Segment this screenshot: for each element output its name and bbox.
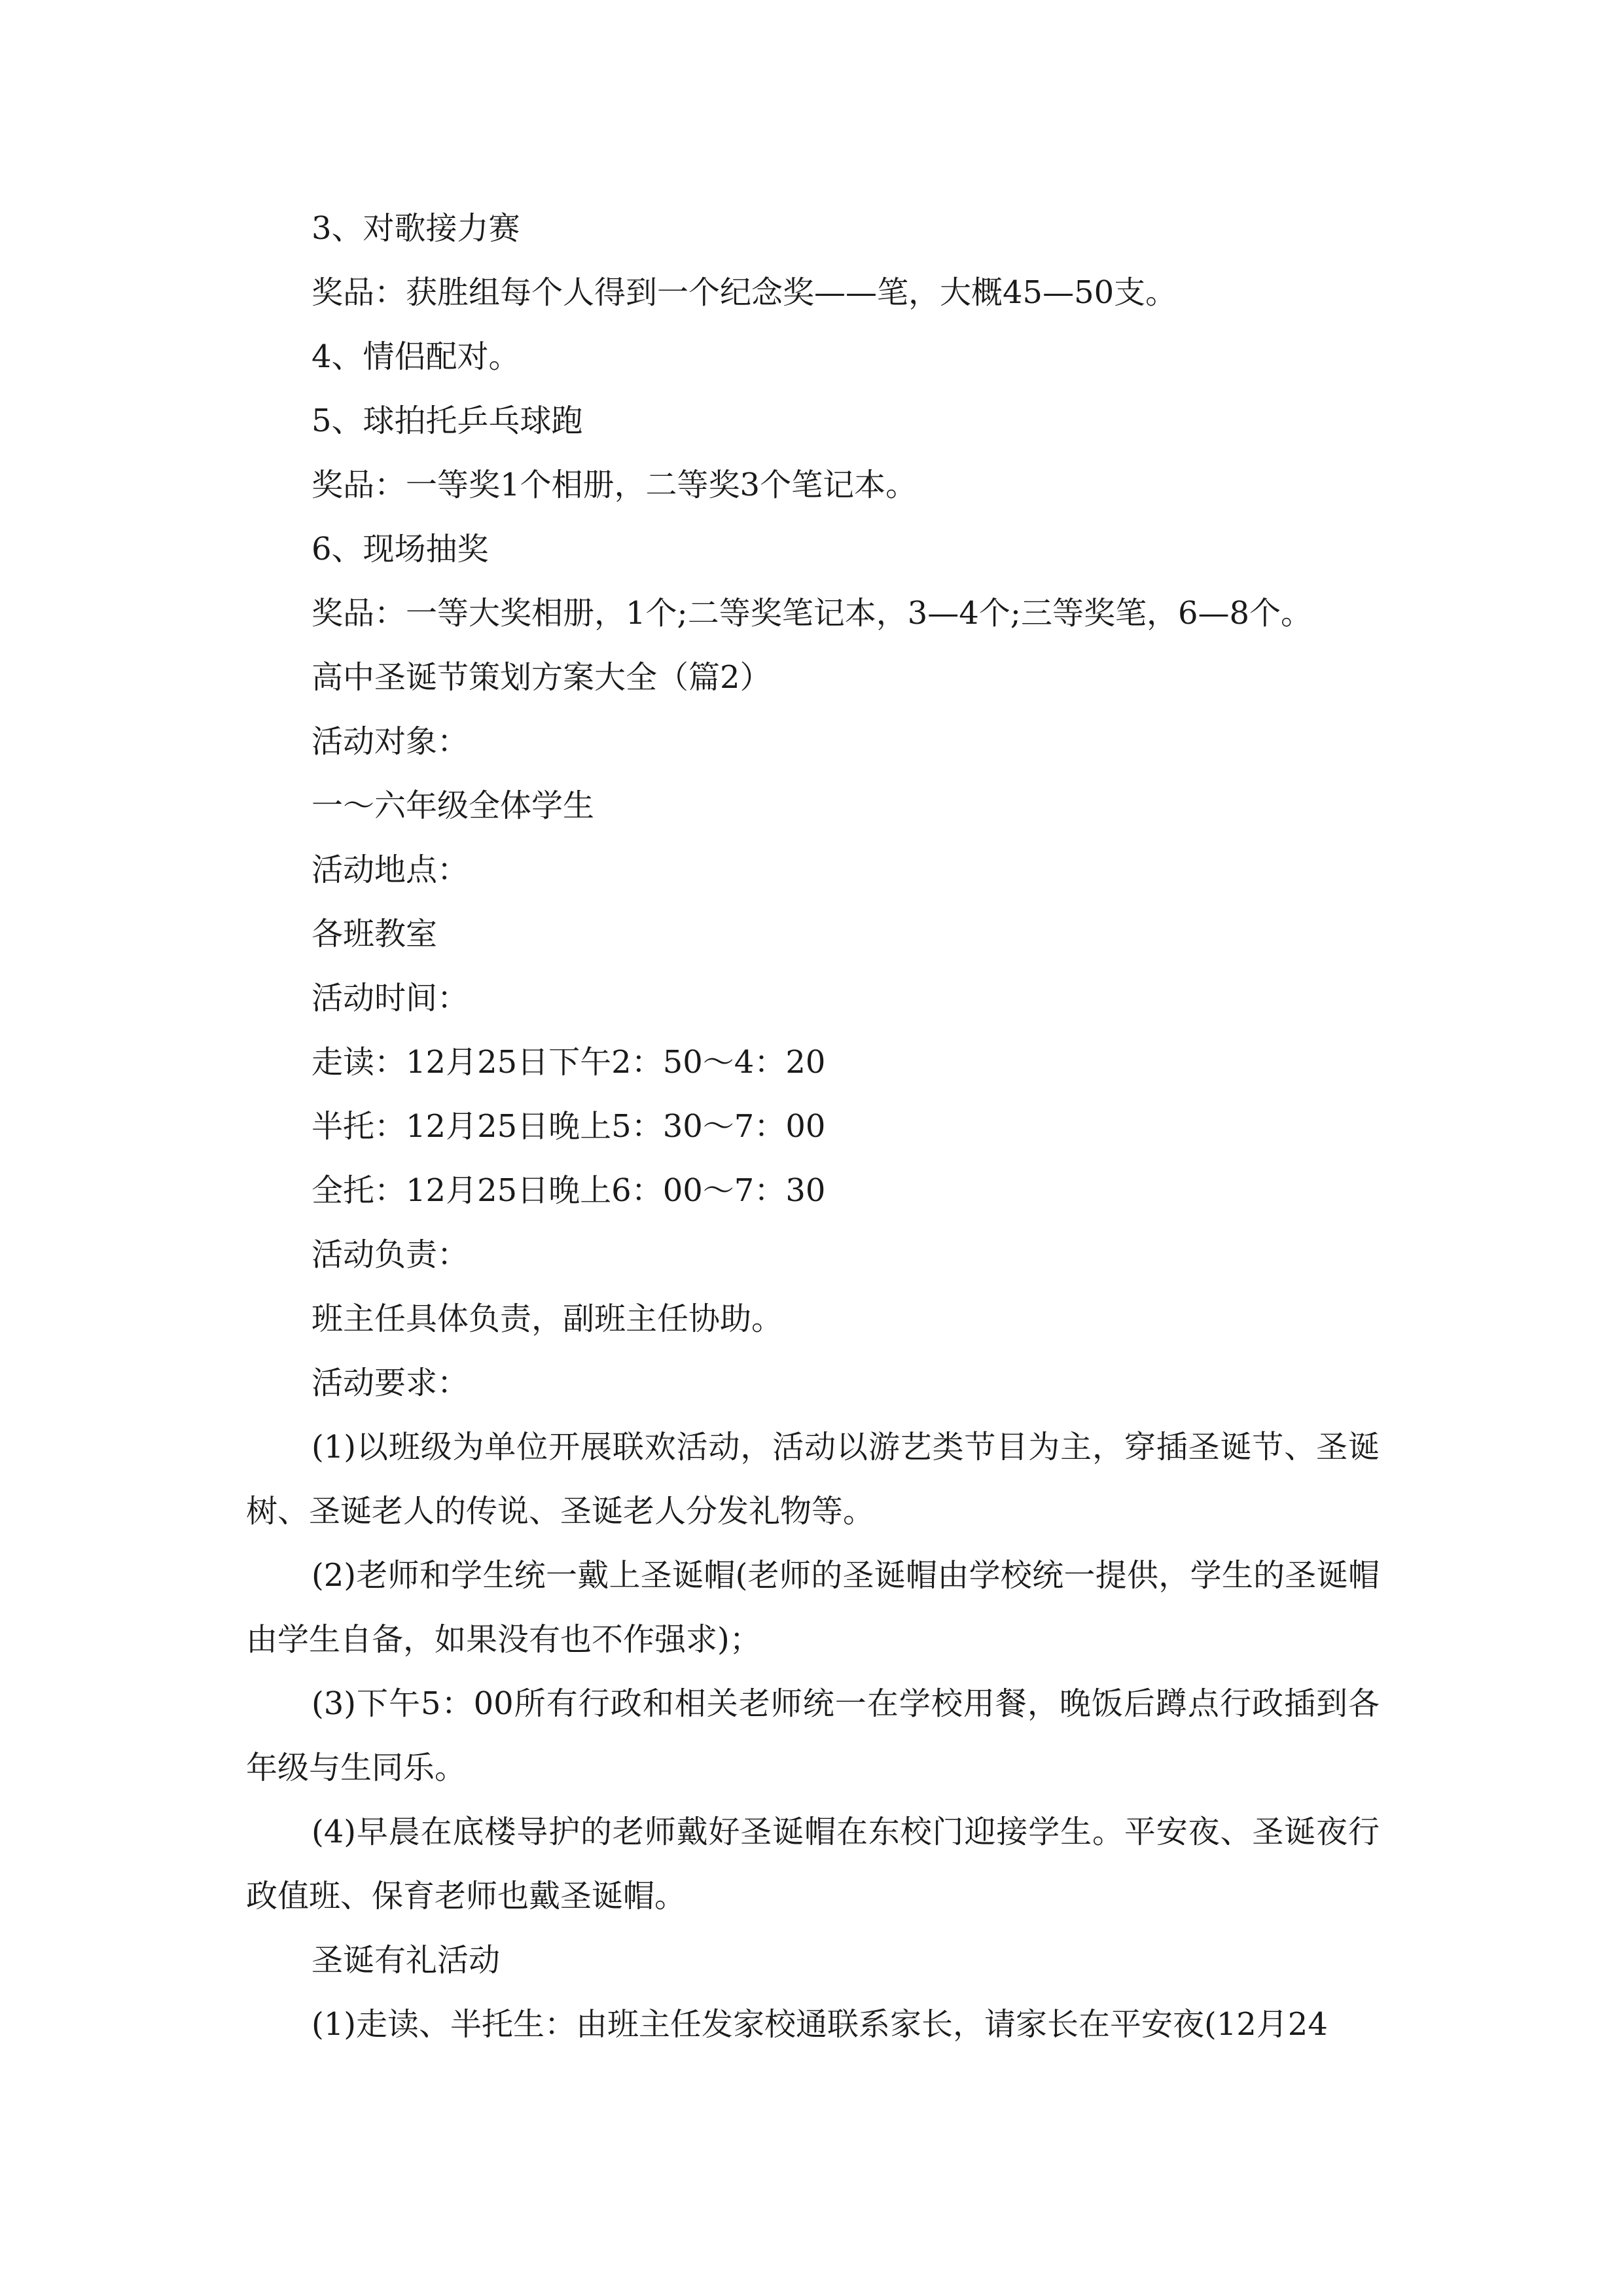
- field-label: 活动要求：: [312, 1365, 469, 1401]
- section-title: 高中圣诞节策划方案大全（篇2）: [312, 659, 772, 696]
- requirement-paragraph: (1)以班级为单位开展联欢活动，活动以游艺类节目为主，穿插圣诞节、圣诞树、圣诞老人的传说、圣诞老人分发礼物等。: [246, 1429, 1380, 1530]
- section-title: 圣诞有礼活动: [312, 1942, 501, 1979]
- field-value: 一～六年级全体学生: [312, 787, 595, 824]
- requirement-paragraph: (4)早晨在底楼导护的老师戴好圣诞帽在东校门迎接学生。平安夜、圣诞夜行政值班、保育老师也戴圣诞帽。: [246, 1814, 1380, 1914]
- requirement-paragraph: (3)下午5：00所有行政和相关老师统一在学校用餐，晚饭后蹲点行政插到各年级与生同乐。: [246, 1685, 1380, 1786]
- item-heading: 5、球拍托乒乓球跑: [312, 403, 583, 439]
- item-heading: 6、现场抽奖: [312, 531, 489, 567]
- field-value: 各班教室: [312, 916, 438, 952]
- schedule-line: 全托：12月25日晚上6：00～7：30: [312, 1172, 826, 1209]
- field-label: 活动对象：: [312, 723, 469, 760]
- item-heading: 4、情侣配对。: [312, 338, 520, 375]
- field-label: 活动时间：: [312, 980, 469, 1016]
- field-value: 班主任具体负责，副班主任协助。: [312, 1300, 783, 1337]
- requirement-paragraph: (2)老师和学生统一戴上圣诞帽(老师的圣诞帽由学校统一提供，学生的圣诞帽由学生自备，如果没有也不作强求)；: [246, 1557, 1380, 1658]
- field-label: 活动负责：: [312, 1236, 469, 1273]
- field-label: 活动地点：: [312, 852, 469, 888]
- item-heading: 3、对歌接力赛: [312, 210, 520, 247]
- prize-line: 奖品：获胜组每个人得到一个纪念奖——笔，大概45—50支。: [312, 274, 1177, 311]
- schedule-line: 走读：12月25日下午2：50～4：20: [312, 1044, 826, 1081]
- schedule-line: 半托：12月25日晚上5：30～7：00: [312, 1108, 826, 1145]
- document-body: [246, 196, 1380, 2056]
- gift-paragraph: (1)走读、半托生：由班主任发家校通联系家长，请家长在平安夜(12月24: [312, 2006, 1328, 2043]
- prize-line: 奖品：一等奖1个相册，二等奖3个笔记本。: [312, 467, 918, 503]
- prize-line: 奖品：一等大奖相册，1个;二等奖笔记本，3—4个;三等奖笔，6—8个。: [312, 595, 1313, 632]
